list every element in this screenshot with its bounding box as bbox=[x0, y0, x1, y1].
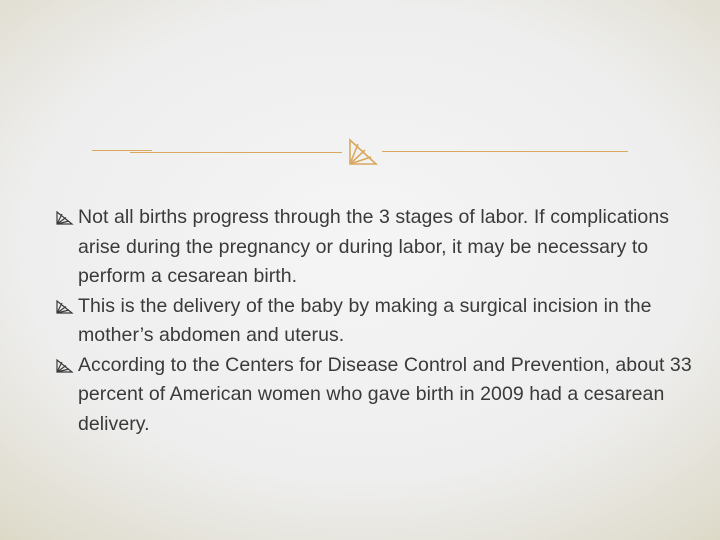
bullet-text: This is the delivery of the baby by making a surgical incision in the mother’s abdomen and uterus. bbox=[78, 294, 652, 346]
title-rule-right bbox=[382, 151, 628, 152]
title-rule-left bbox=[130, 152, 342, 153]
fan-arrow-icon bbox=[56, 211, 74, 225]
bullet-text: Not all births progress through the 3 stages of labor. If complications arise during the pregnancy or during labor, it may be necessary to perform a cesarean birth. bbox=[78, 206, 670, 287]
fan-arrow-icon bbox=[347, 138, 383, 166]
title-rule-left-short bbox=[92, 150, 152, 151]
fan-arrow-icon bbox=[56, 359, 74, 373]
bullet-item bbox=[56, 351, 696, 440]
bullet-list bbox=[56, 203, 696, 439]
bullet-item bbox=[56, 203, 696, 292]
bullet-item bbox=[56, 292, 696, 351]
bullet-text: According to the Centers for Disease Control and Prevention, about 33 percent of American women who gave birth in 2009 had a cesarean delivery. bbox=[78, 353, 692, 435]
fan-arrow-icon bbox=[56, 300, 74, 314]
